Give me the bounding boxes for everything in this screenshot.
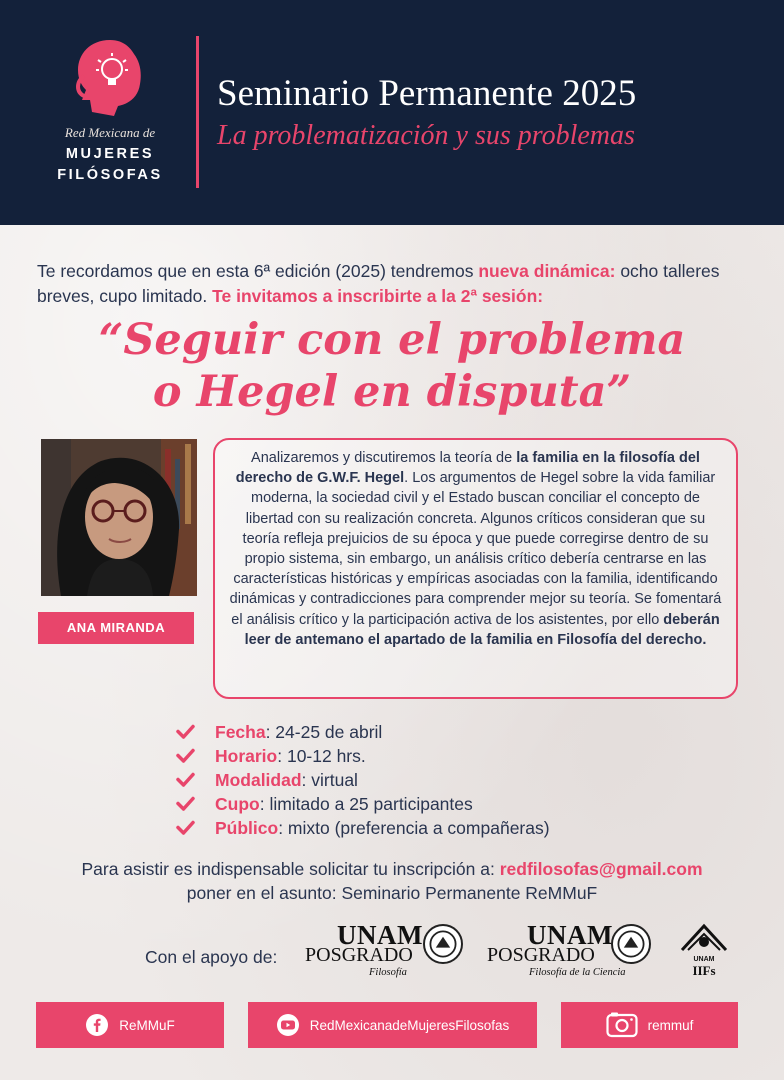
checkmark-icon (176, 724, 195, 739)
detail-label: Fecha (215, 722, 266, 742)
detail-value: : virtual (301, 770, 358, 790)
speaker-name-tag: ANA MIRANDA (38, 612, 194, 644)
detail-label: Público (215, 818, 279, 838)
youtube-link-button[interactable] (248, 1002, 537, 1048)
logo-unam-text: UNAM (527, 920, 613, 950)
header-banner (0, 0, 784, 225)
support-label: Con el apoyo de: (145, 947, 278, 967)
head-lightbulb-icon (70, 36, 150, 120)
seminar-subtitle: La problematización y sus problemas (217, 120, 635, 151)
logo-line-2: FILÓSOFAS (57, 167, 163, 183)
session-title-line-2: o Hegel en disputa” (152, 367, 632, 417)
header-divider (196, 36, 199, 188)
detail-horario (176, 744, 550, 768)
registration-instructions (0, 859, 784, 880)
checkmark-icon (176, 772, 195, 787)
session-details-list (176, 720, 550, 840)
logo-line-1: MUJERES (65, 146, 155, 162)
facebook-icon (85, 1013, 109, 1037)
unam-seal-icon (611, 924, 651, 964)
logo-unam-text: UNAM (337, 920, 423, 950)
logo-posgrado-text: POSGRADO (305, 944, 413, 966)
instagram-label: remmuf (647, 1017, 694, 1033)
detail-label: Cupo (215, 794, 260, 814)
unam-posgrado-filosofia-ciencia-logo (487, 920, 652, 980)
youtube-icon (276, 1013, 300, 1037)
logo-posgrado-text: POSGRADO (487, 944, 595, 966)
youtube-label: RedMexicanadeMujeresFilosofas (309, 1017, 510, 1033)
checkmark-icon (176, 796, 195, 811)
remmuf-logo (40, 36, 180, 196)
checkmark-icon (176, 748, 195, 763)
intro-paragraph (37, 259, 757, 309)
instagram-icon (606, 1012, 638, 1038)
facebook-label: ReMMuF (119, 1017, 175, 1033)
desc-text-1: Analizaremos y discutiremos la teoría de (251, 450, 517, 466)
logo-sub-text: Filosofía (369, 967, 407, 978)
detail-value: : 10-12 hrs. (277, 746, 366, 766)
instagram-link-button[interactable] (561, 1002, 738, 1048)
seminar-title: Seminario Permanente 2025 (217, 73, 637, 114)
logo-sub-text: Filosofía de la Ciencia (529, 967, 626, 978)
facebook-link-button[interactable] (36, 1002, 224, 1048)
intro-highlight-1: nueva dinámica: (478, 261, 616, 281)
unam-seal-icon (423, 924, 463, 964)
speaker-photo (41, 439, 197, 596)
registration-text: Para asistir es indispensable solicitar tu inscripción a: (81, 859, 500, 879)
desc-text-2: . Los argumentos de Hegel sobre la vida familiar moderna, la sociedad civil y el Estado buscan conciliar el concepto de libertad con su realización concreta. Algunos críticos consideran que su teoría refleja prejuicios de su época y que puede corregirse dentro de su propio sistema, sin embargo, un análisis crítico debería centrarse en las características históricas y empíricas asociadas con la familia, identificando dinámicas y contradicciones para comprender mejor su teoría. Se fomentará el análisis crítico y la participación activa de los asistentes, por ello (229, 470, 722, 628)
detail-publico (176, 816, 550, 840)
detail-cupo (176, 792, 550, 816)
detail-modalidad (176, 768, 550, 792)
detail-value: : mixto (preferencia a compañeras) (278, 818, 550, 838)
speaker-portrait-icon (41, 439, 197, 596)
logo-script-text: Red Mexicana de (64, 125, 156, 140)
intro-text-1: Te recordamos que en esta 6ª edición (2025) tendremos (37, 261, 479, 281)
session-description-box (213, 438, 738, 699)
detail-value: : limitado a 25 participantes (259, 794, 473, 814)
iifs-unam-text: UNAM (693, 956, 715, 963)
intro-highlight-2: Te invitamos a inscribirte a la 2ª sesión: (212, 286, 544, 306)
iifs-text: IIFs (692, 963, 716, 978)
iifs-emblem-icon (672, 922, 736, 956)
unam-iifs-logo (672, 922, 736, 978)
registration-email-link[interactable]: redfilosofas@gmail.com (499, 859, 703, 879)
email-subject-instructions: poner en el asunto: Seminario Permanente ReMMuF (186, 883, 598, 903)
session-title-line-1: “Seguir con el problema (98, 315, 686, 365)
detail-value: : 24-25 de abril (265, 722, 383, 742)
checkmark-icon (176, 820, 195, 835)
desc-bold-1: la familia en la filosofía del derecho de G.W.F. Hegel (235, 450, 700, 487)
unam-posgrado-filosofia-logo (305, 920, 465, 980)
detail-label: Modalidad (215, 770, 302, 790)
intro-text-2: ocho talleres breves, cupo limitado. (37, 261, 720, 306)
desc-bold-2: deberán leer de antemano el apartado de la familia en Filosofía del derecho. (244, 611, 720, 648)
detail-fecha (176, 720, 550, 744)
detail-label: Horario (215, 746, 278, 766)
